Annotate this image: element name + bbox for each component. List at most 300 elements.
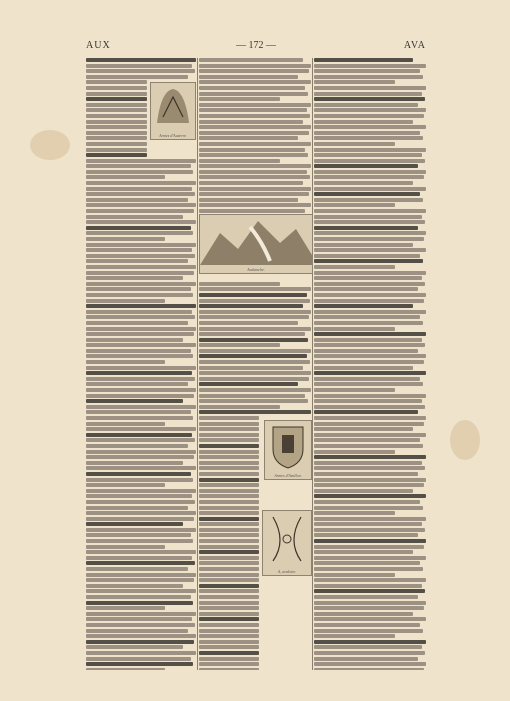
text-line xyxy=(86,422,165,426)
text-line xyxy=(86,187,192,191)
text-line xyxy=(314,203,395,207)
text-line xyxy=(314,522,422,526)
text-line xyxy=(199,466,259,470)
text-line xyxy=(314,164,418,168)
text-line xyxy=(314,606,424,610)
text-line xyxy=(314,243,413,247)
text-line xyxy=(314,399,422,403)
text-line xyxy=(199,539,259,543)
text-line xyxy=(199,175,310,179)
avalanche-figure xyxy=(199,214,313,274)
text-line xyxy=(86,472,191,476)
text-line xyxy=(86,136,147,140)
text-line xyxy=(314,444,423,448)
text-line xyxy=(199,382,298,386)
text-line xyxy=(314,483,424,487)
text-line xyxy=(199,108,307,112)
text-line xyxy=(199,472,259,476)
text-line xyxy=(86,612,196,616)
text-line xyxy=(86,299,165,303)
text-line xyxy=(86,483,165,487)
text-line xyxy=(314,573,395,577)
text-line xyxy=(86,226,191,230)
text-line xyxy=(199,287,311,291)
text-line xyxy=(199,92,308,96)
text-line xyxy=(199,623,259,627)
text-line xyxy=(314,343,425,347)
text-line xyxy=(86,371,192,375)
text-line xyxy=(86,416,193,420)
text-line xyxy=(314,327,395,331)
text-line xyxy=(314,366,413,370)
text-line xyxy=(199,545,259,549)
text-line xyxy=(86,623,195,627)
text-line xyxy=(314,64,426,68)
text-line xyxy=(199,377,309,381)
text-line xyxy=(199,366,303,370)
text-line xyxy=(199,142,311,146)
text-line xyxy=(314,192,420,196)
text-line xyxy=(314,634,395,638)
text-line xyxy=(199,80,311,84)
text-line xyxy=(199,114,310,118)
text-line xyxy=(86,550,196,554)
text-line xyxy=(86,343,196,347)
text-line xyxy=(314,629,423,633)
text-line xyxy=(314,220,425,224)
text-line xyxy=(86,662,193,666)
text-line xyxy=(314,237,424,241)
text-line xyxy=(314,371,426,375)
text-line xyxy=(199,573,259,577)
text-line xyxy=(86,248,192,252)
text-line xyxy=(199,617,259,621)
text-line xyxy=(86,601,193,605)
text-line xyxy=(199,75,298,79)
text-line xyxy=(86,438,195,442)
text-line xyxy=(199,640,259,644)
text-line xyxy=(314,259,423,263)
text-line xyxy=(199,438,259,442)
text-line xyxy=(86,466,196,470)
text-line xyxy=(199,606,259,610)
text-line xyxy=(199,634,259,638)
text-line xyxy=(199,86,305,90)
text-line xyxy=(314,315,420,319)
text-line xyxy=(314,556,426,560)
text-line xyxy=(86,478,193,482)
header-left-word: AUX xyxy=(86,40,111,51)
text-line xyxy=(86,164,191,168)
text-line xyxy=(199,354,307,358)
text-line xyxy=(314,321,423,325)
text-line xyxy=(86,651,196,655)
text-line xyxy=(314,584,422,588)
text-line xyxy=(86,259,188,263)
text-line xyxy=(86,366,196,370)
text-line xyxy=(86,427,196,431)
text-line xyxy=(314,80,395,84)
text-line xyxy=(314,92,422,96)
page-header xyxy=(86,40,426,54)
text-line xyxy=(314,651,425,655)
text-line xyxy=(314,472,418,476)
text-line xyxy=(86,539,193,543)
text-line xyxy=(199,461,259,465)
text-line xyxy=(314,349,418,353)
text-line xyxy=(314,506,423,510)
text-line xyxy=(314,120,413,124)
text-line xyxy=(86,304,196,308)
column-2 xyxy=(199,58,311,670)
text-line xyxy=(199,629,259,633)
text-line xyxy=(314,494,426,498)
text-line xyxy=(314,271,426,275)
text-line xyxy=(314,489,413,493)
text-line xyxy=(86,377,195,381)
text-line xyxy=(86,97,147,101)
text-line xyxy=(199,584,259,588)
text-line xyxy=(86,148,147,152)
text-line xyxy=(86,567,188,571)
text-line xyxy=(86,282,196,286)
text-line xyxy=(199,422,259,426)
text-line xyxy=(86,58,196,62)
text-line xyxy=(86,125,147,129)
text-line xyxy=(199,645,259,649)
text-line xyxy=(86,170,193,174)
text-line xyxy=(86,310,192,314)
text-line xyxy=(86,606,165,610)
text-line xyxy=(314,601,426,605)
text-line xyxy=(86,175,165,179)
text-line xyxy=(86,573,196,577)
text-line xyxy=(199,651,259,655)
text-line xyxy=(199,170,307,174)
text-line xyxy=(199,478,259,482)
paper-stain xyxy=(450,420,480,460)
text-line xyxy=(86,617,192,621)
text-line xyxy=(86,69,195,73)
text-line xyxy=(314,511,395,515)
text-line xyxy=(199,64,311,68)
text-line xyxy=(314,198,423,202)
text-line xyxy=(199,338,308,342)
text-line xyxy=(199,136,298,140)
text-line xyxy=(199,668,259,670)
text-line xyxy=(314,533,418,537)
text-line xyxy=(314,377,420,381)
text-line xyxy=(199,293,307,297)
text-line xyxy=(199,125,311,129)
text-line xyxy=(86,394,194,398)
text-line xyxy=(314,231,426,235)
column-rule xyxy=(197,58,198,670)
text-line xyxy=(199,304,303,308)
text-line xyxy=(314,97,425,101)
text-line xyxy=(199,343,280,347)
text-line xyxy=(199,332,305,336)
text-line xyxy=(86,293,193,297)
text-line xyxy=(314,657,418,661)
text-line xyxy=(199,181,303,185)
text-line xyxy=(314,299,424,303)
text-line xyxy=(199,120,303,124)
text-line xyxy=(314,175,424,179)
shield-icon xyxy=(265,421,311,471)
text-line xyxy=(199,394,305,398)
text-line xyxy=(314,500,420,504)
text-line xyxy=(314,354,426,358)
text-line xyxy=(314,215,422,219)
text-line xyxy=(199,148,305,152)
text-line xyxy=(86,108,147,112)
text-line xyxy=(199,506,259,510)
text-line xyxy=(314,550,413,554)
text-line xyxy=(86,455,194,459)
text-line xyxy=(86,494,192,498)
text-line xyxy=(314,545,424,549)
text-line xyxy=(86,354,193,358)
text-line xyxy=(314,450,395,454)
text-line xyxy=(86,321,188,325)
column-rule xyxy=(312,58,313,670)
text-line xyxy=(314,293,426,297)
text-line xyxy=(86,203,196,207)
text-line xyxy=(314,668,424,670)
text-line xyxy=(86,80,147,84)
text-line xyxy=(314,338,422,342)
text-line xyxy=(199,299,310,303)
text-line xyxy=(314,136,423,140)
text-line xyxy=(314,209,426,213)
text-line xyxy=(86,265,196,269)
column-3 xyxy=(314,58,426,670)
text-line xyxy=(86,399,183,403)
text-line xyxy=(314,254,420,258)
text-line xyxy=(199,399,308,403)
text-line xyxy=(199,589,259,593)
text-line xyxy=(314,410,418,414)
text-line xyxy=(314,640,426,644)
text-line xyxy=(314,623,420,627)
page-number: — 172 — xyxy=(236,40,276,51)
text-line xyxy=(199,567,259,571)
text-line xyxy=(199,612,259,616)
text-line xyxy=(314,170,426,174)
text-line xyxy=(199,315,309,319)
text-line xyxy=(199,159,280,163)
figure-caption: Armes d'Avallon. xyxy=(274,473,302,478)
avaloire-figure xyxy=(262,510,312,576)
text-line xyxy=(199,97,280,101)
text-line xyxy=(314,539,426,543)
text-line xyxy=(199,310,311,314)
text-line xyxy=(199,601,259,605)
text-line xyxy=(199,511,259,515)
text-line xyxy=(86,634,196,638)
text-line xyxy=(199,371,311,375)
text-line xyxy=(86,349,191,353)
text-line xyxy=(199,103,311,107)
text-line xyxy=(314,461,422,465)
text-line xyxy=(199,131,309,135)
text-line xyxy=(199,388,311,392)
text-line xyxy=(199,450,259,454)
text-line xyxy=(199,69,309,73)
avallon-arms-figure xyxy=(264,420,312,480)
text-line xyxy=(86,86,147,90)
text-line xyxy=(86,237,165,241)
text-line xyxy=(314,310,426,314)
text-line xyxy=(86,332,194,336)
text-line xyxy=(86,254,195,258)
text-line xyxy=(314,226,418,230)
text-line xyxy=(86,338,183,342)
text-line xyxy=(86,271,194,275)
text-line xyxy=(314,466,425,470)
text-line xyxy=(314,595,418,599)
text-line xyxy=(199,528,259,532)
text-line xyxy=(314,645,422,649)
text-line xyxy=(199,360,310,364)
text-line xyxy=(314,438,420,442)
text-line xyxy=(199,327,311,331)
text-line xyxy=(86,64,192,68)
text-line xyxy=(199,455,259,459)
text-line xyxy=(86,388,196,392)
text-line xyxy=(199,192,309,196)
text-line xyxy=(199,349,311,353)
engraving-icon xyxy=(151,83,195,131)
text-line xyxy=(314,617,426,621)
text-line xyxy=(199,483,259,487)
text-line xyxy=(86,315,195,319)
text-line xyxy=(314,265,395,269)
text-line xyxy=(199,410,311,414)
text-line xyxy=(314,382,423,386)
text-line xyxy=(199,500,259,504)
text-line xyxy=(86,198,188,202)
text-line xyxy=(86,103,147,107)
text-line xyxy=(86,410,191,414)
text-line xyxy=(314,108,426,112)
text-line xyxy=(86,511,196,515)
text-line xyxy=(86,506,188,510)
text-line xyxy=(314,287,418,291)
text-line xyxy=(199,522,259,526)
text-line xyxy=(199,489,259,493)
text-line xyxy=(314,567,423,571)
text-line xyxy=(314,433,426,437)
text-line xyxy=(86,360,165,364)
text-line xyxy=(314,561,420,565)
text-line xyxy=(199,282,280,286)
text-line xyxy=(86,276,183,280)
paper-stain xyxy=(30,130,70,160)
text-line xyxy=(86,561,195,565)
text-line xyxy=(86,215,183,219)
text-line xyxy=(314,528,425,532)
text-line xyxy=(86,545,165,549)
text-line xyxy=(86,489,196,493)
text-line xyxy=(199,550,259,554)
text-line xyxy=(86,153,147,157)
text-line xyxy=(314,394,426,398)
text-line xyxy=(86,640,194,644)
text-line xyxy=(314,114,424,118)
text-line xyxy=(314,159,425,163)
text-line xyxy=(86,589,196,593)
text-line xyxy=(314,612,413,616)
text-line xyxy=(199,58,303,62)
text-line xyxy=(86,131,147,135)
text-line xyxy=(314,125,426,129)
text-line xyxy=(86,231,193,235)
text-line xyxy=(86,517,194,521)
column-1 xyxy=(86,58,196,670)
text-line xyxy=(199,494,259,498)
text-line xyxy=(86,181,196,185)
text-line xyxy=(86,382,188,386)
text-line xyxy=(314,405,425,409)
text-line xyxy=(314,181,413,185)
text-line xyxy=(86,629,188,633)
text-line xyxy=(86,528,196,532)
text-line xyxy=(314,148,426,152)
text-line xyxy=(199,578,259,582)
text-line xyxy=(314,332,426,336)
text-line xyxy=(314,662,426,666)
harness-icon xyxy=(263,511,311,567)
text-line xyxy=(86,209,194,213)
text-line xyxy=(314,131,420,135)
text-line xyxy=(314,589,425,593)
text-line xyxy=(199,657,259,661)
text-line xyxy=(86,584,183,588)
text-line xyxy=(86,405,196,409)
text-line xyxy=(86,668,165,670)
figure-caption: Armes d'Auxerre. xyxy=(159,133,187,138)
text-line xyxy=(86,159,196,163)
figure-caption: A, avaloire. xyxy=(277,569,297,574)
text-line xyxy=(86,533,191,537)
text-line xyxy=(314,75,423,79)
text-line xyxy=(314,422,424,426)
mountain-icon xyxy=(200,215,312,265)
text-line xyxy=(86,192,195,196)
text-line xyxy=(199,209,305,213)
text-line xyxy=(86,444,188,448)
text-line xyxy=(314,304,413,308)
text-line xyxy=(314,58,413,62)
text-line xyxy=(314,478,426,482)
text-line xyxy=(199,517,259,521)
text-line xyxy=(314,103,418,107)
text-line xyxy=(199,662,259,666)
text-line xyxy=(86,645,183,649)
text-line xyxy=(86,450,196,454)
text-line xyxy=(199,556,259,560)
text-line xyxy=(86,433,192,437)
text-line xyxy=(199,444,259,448)
text-line xyxy=(314,248,426,252)
figure-caption: Avalanche. xyxy=(247,267,265,272)
text-line xyxy=(314,187,426,191)
text-line xyxy=(86,327,196,331)
text-line xyxy=(314,69,420,73)
text-line xyxy=(199,153,308,157)
